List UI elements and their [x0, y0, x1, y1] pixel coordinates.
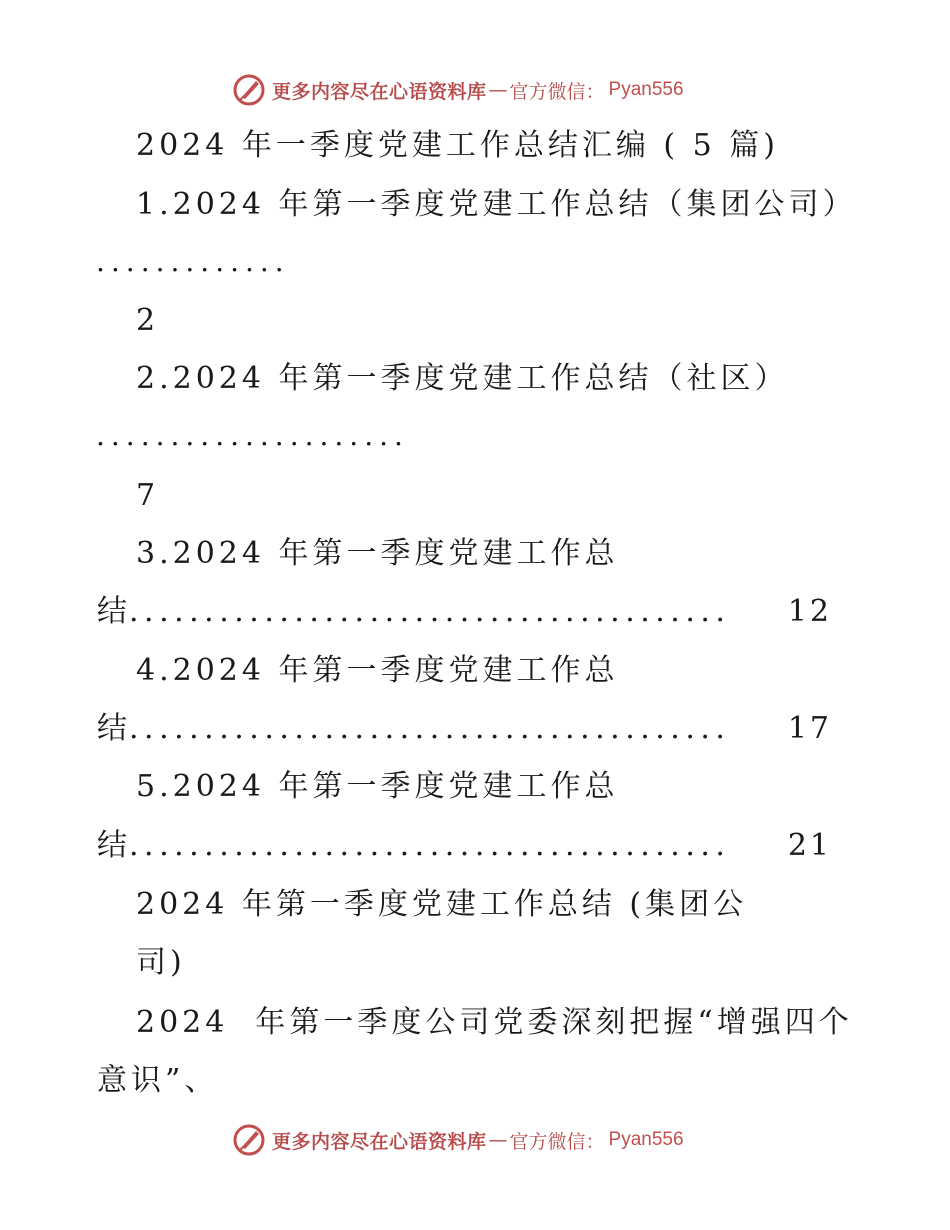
watermark-wechat-id: Pyan556	[608, 79, 684, 100]
section-heading-line2: 司)	[136, 945, 186, 980]
watermark-header	[232, 70, 684, 110]
document-title: 2024 年一季度党建工作总结汇编 ( 5 篇)	[136, 128, 779, 163]
toc-item-5-label: 5.2024 年第一季度党建工作总	[136, 769, 619, 804]
toc-item-1-page: 2	[136, 303, 160, 338]
toc-item-3-cont: 结	[97, 594, 129, 629]
watermark-dash: —	[488, 1129, 508, 1151]
toc-item-5-page: 21	[787, 828, 832, 863]
watermark-wechat-label: 官方微信：	[509, 1130, 605, 1153]
watermark-wechat-id: Pyan556	[608, 1129, 684, 1150]
toc-item-4-dots: ........................................	[129, 714, 731, 744]
watermark-wechat-label: 官方微信：	[509, 80, 605, 103]
quill-logo-icon	[232, 1123, 266, 1157]
toc-item-5-leader	[97, 828, 832, 863]
toc-item-4-leader	[97, 711, 832, 746]
toc-item-1-label: 1.2024 年第一季度党建工作总结（集团公司）	[136, 187, 857, 222]
toc-item-2-page: 7	[136, 478, 160, 513]
toc-item-2-label: 2.2024 年第一季度党建工作总结（社区）	[136, 361, 789, 396]
toc-item-3-dots: ........................................	[129, 597, 731, 627]
toc-item-3-leader	[97, 594, 832, 629]
section-heading-line1: 2024 年第一季度党建工作总结 (集团公	[136, 887, 748, 922]
toc-item-4-label: 4.2024 年第一季度党建工作总	[136, 653, 619, 688]
toc-item-2-dots: .....................	[96, 419, 409, 452]
watermark-dash: —	[488, 79, 508, 101]
body-text-line2: 意识”、	[97, 1063, 219, 1098]
toc-item-4-page: 17	[787, 711, 832, 746]
toc-item-5-dots: ........................................	[129, 831, 731, 861]
toc-item-3-label: 3.2024 年第一季度党建工作总	[136, 536, 619, 571]
watermark-text: 更多内容尽在心语资料库	[272, 1130, 487, 1153]
toc-item-5-cont: 结	[97, 828, 129, 863]
toc-item-3-page: 12	[787, 594, 832, 629]
watermark-footer	[232, 1120, 684, 1160]
toc-item-4-cont: 结	[97, 711, 129, 746]
body-text-line1: 2024 年第一季度公司党委深刻把握“增强四个	[136, 1005, 853, 1040]
toc-item-1-dots: .............	[96, 245, 290, 278]
quill-logo-icon	[232, 73, 266, 107]
watermark-text: 更多内容尽在心语资料库	[272, 80, 487, 103]
